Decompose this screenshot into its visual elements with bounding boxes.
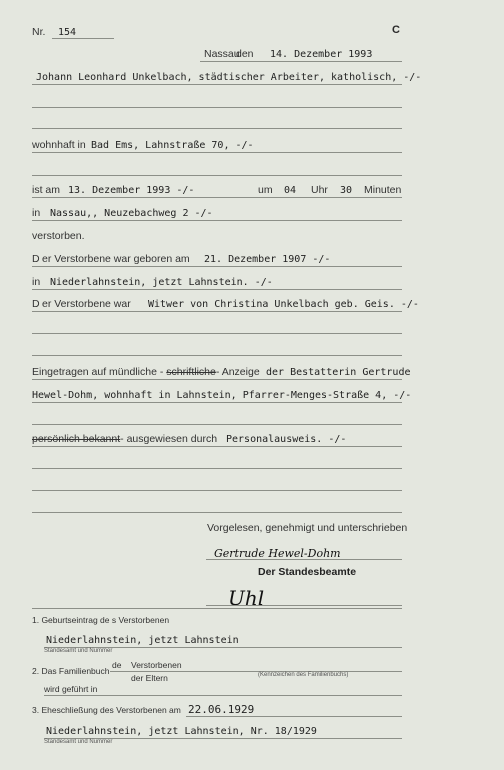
date-label: den — [236, 48, 254, 60]
rule — [32, 402, 402, 403]
birth-prefix: D — [32, 253, 40, 265]
rule — [32, 175, 402, 176]
hour-label: Uhr — [311, 184, 328, 196]
note3-caption: Standesamt und Nummer — [44, 739, 113, 745]
rule — [32, 197, 402, 198]
note2-label2: wird geführt in — [44, 684, 98, 694]
died-label: verstorben. — [32, 230, 85, 242]
birth-place-label: in — [32, 276, 41, 288]
place-label: Nassau — [204, 48, 240, 60]
struck-written: schriftliche — [166, 366, 216, 378]
note1-value: Niederlahnstein, jetzt Lahnstein — [46, 635, 239, 646]
rule — [32, 107, 402, 108]
rule — [32, 128, 402, 129]
read-approved-label: Vorgelesen, genehmigt und unterschrieben — [207, 522, 408, 534]
rule — [32, 512, 402, 513]
note1-caption: Standesamt und Nummer — [44, 648, 113, 654]
rule — [32, 311, 402, 312]
record-date: 14. Dezember 1993 — [270, 49, 373, 60]
rule — [32, 424, 402, 425]
note2-top-a: de — [112, 660, 122, 670]
residence-value: Bad Ems, Lahnstraße 70, -/- — [91, 140, 254, 151]
registrar-label: Der Standesbeamte — [258, 566, 357, 578]
rule — [44, 695, 402, 696]
note2-caption: (Kennzeichen des Familienbuchs) — [258, 672, 349, 678]
section-divider — [32, 608, 402, 609]
rule — [52, 38, 114, 39]
birth-date: 21. Dezember 1907 -/- — [204, 254, 331, 265]
marital-status: Witwer von Christina Unkelbach geb. Geis. -/- — [148, 299, 419, 310]
entry-number: 154 — [58, 27, 77, 38]
death-hour: 04 — [284, 185, 297, 196]
rule — [32, 490, 402, 491]
deceased-name: Johann Leonhard Unkelbach, städtischer Arbeiter, katholisch, -/- — [36, 72, 422, 83]
death-date: 13. Dezember 1993 -/- — [68, 185, 195, 196]
informant-line-1: der Bestatterin Gertrude — [266, 367, 411, 378]
birth-label: er Verstorbene war geboren am — [42, 253, 190, 265]
marital-prefix: D — [32, 298, 40, 310]
informant-line-2: Hewel-Dohm, wohnhaft in Lahnstein, Pfarrer-Menges-Straße 4, -/- — [32, 390, 412, 401]
note2-sub: der Eltern — [131, 673, 168, 683]
informant-signature: Gertrude Hewel-Dohm — [214, 547, 341, 560]
time-label: um — [258, 184, 273, 196]
struck-known: persönlich bekannt — [32, 433, 121, 445]
note1-label: 1. Geburtseintrag de s Verstorbenen — [32, 615, 170, 625]
death-place: Nassau,, Neuzebachweg 2 -/- — [50, 208, 213, 219]
rule — [32, 152, 402, 153]
rule — [186, 716, 402, 717]
rule — [32, 468, 402, 469]
nr-label: Nr. — [32, 26, 46, 38]
rule — [32, 220, 402, 221]
note3-value: Niederlahnstein, jetzt Lahnstein, Nr. 18/1929 — [46, 726, 317, 737]
rule — [32, 355, 402, 356]
form-letter: C — [392, 24, 400, 36]
birth-place: Niederlahnstein, jetzt Lahnstein. -/- — [50, 277, 273, 288]
rule — [32, 333, 402, 334]
registration-label: Eingetragen auf mündliche - schriftliche- Anzeige — [32, 366, 260, 378]
rule — [110, 671, 402, 672]
note2-top-b: Verstorbenen — [131, 660, 182, 670]
note3-label: 3. Eheschließung des Verstorbenen am — [32, 705, 181, 715]
rule — [200, 61, 402, 62]
death-minute: 30 — [340, 185, 353, 196]
residence-label: wohnhaft in — [32, 139, 86, 151]
rule — [32, 446, 402, 447]
identification-label: persönlich bekannt- ausgewiesen durch — [32, 433, 218, 445]
registrar-signature: Uhl — [228, 586, 265, 610]
note2-label: 2. Das Familienbuch — [32, 666, 110, 676]
rule — [32, 379, 402, 380]
rule — [32, 266, 402, 267]
rule — [32, 84, 402, 85]
minute-label: Minuten — [364, 184, 402, 196]
death-place-label: in — [32, 207, 41, 219]
marital-label: er Verstorbene war — [42, 298, 131, 310]
death-date-label: ist am — [32, 184, 61, 196]
identification-value: Personalausweis. -/- — [226, 434, 347, 445]
rule — [32, 289, 402, 290]
note3-date: 22.06.1929 — [188, 703, 255, 716]
rule — [206, 559, 402, 560]
rule — [206, 605, 402, 606]
